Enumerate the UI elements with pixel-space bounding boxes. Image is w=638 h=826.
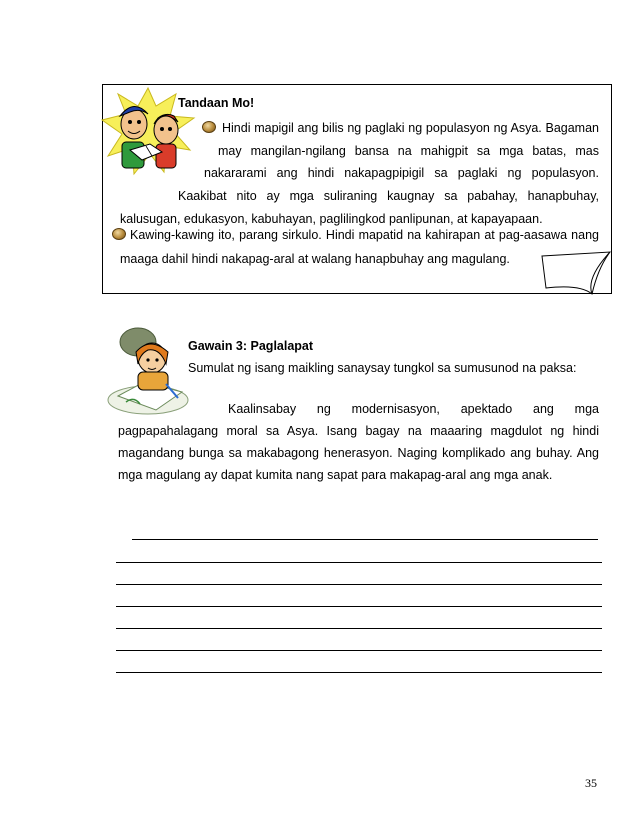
note-line: Hindi mapigil ang bilis ng paglaki ng populasyon ng Asya. Bagaman [222, 121, 599, 135]
paragraph-line: Kaalinsabay ng modernisasyon, apektado ang mga [228, 402, 599, 416]
round-bullet-icon [112, 228, 126, 240]
paragraph-line: mga magulang ay dapat kumita nang sapat para makapag-aral ang mga anak. [118, 468, 553, 482]
writing-line[interactable] [116, 650, 602, 651]
note-line: Kaakibat nito ay mga suliraning kaugnay sa pabahay, hanapbuhay, [178, 189, 599, 203]
writing-line[interactable] [116, 562, 602, 563]
note-line: Kawing-kawing ito, parang sirkulo. Hindi mapatid na kahirapan at pag-aasawa nang [130, 228, 599, 242]
page-curl-corner [540, 250, 612, 296]
note-title: Tandaan Mo! [178, 96, 255, 110]
writing-line[interactable] [132, 539, 598, 540]
note-line: maaga dahil hindi nakapag-aral at walang hanapbuhay ang magulang. [120, 252, 510, 266]
writing-line[interactable] [116, 628, 602, 629]
activity-title: Gawain 3: Paglalapat [188, 339, 314, 353]
note-line: nakararami ang hindi nakapagpipigil sa paglaki ng populasyon. [204, 166, 599, 180]
note-line: kalusugan, edukasyon, kabuhayan, paglilingkod panlipunan, at kapayapaan. [120, 212, 543, 226]
page-number: 35 [585, 776, 597, 790]
writing-line[interactable] [116, 672, 602, 673]
note-line: may mangilan-ngilang bansa na mahigpit sa mga batas, mas [218, 144, 599, 158]
round-bullet-icon [202, 121, 216, 133]
writing-line[interactable] [116, 606, 602, 607]
activity-instruction: Sumulat ng isang maikling sanaysay tungkol sa sumusunod na paksa: [188, 361, 577, 375]
paragraph-line: pagpapahalagang moral sa Asya. Isang bagay na maaaring magdulot ng hindi [118, 424, 599, 438]
cartoon-girl-writing-icon [104, 318, 194, 418]
writing-line[interactable] [116, 584, 602, 585]
paragraph-line: magandang bunga sa makabagong henerasyon. Naging komplikado ang buhay. Ang [118, 446, 599, 460]
